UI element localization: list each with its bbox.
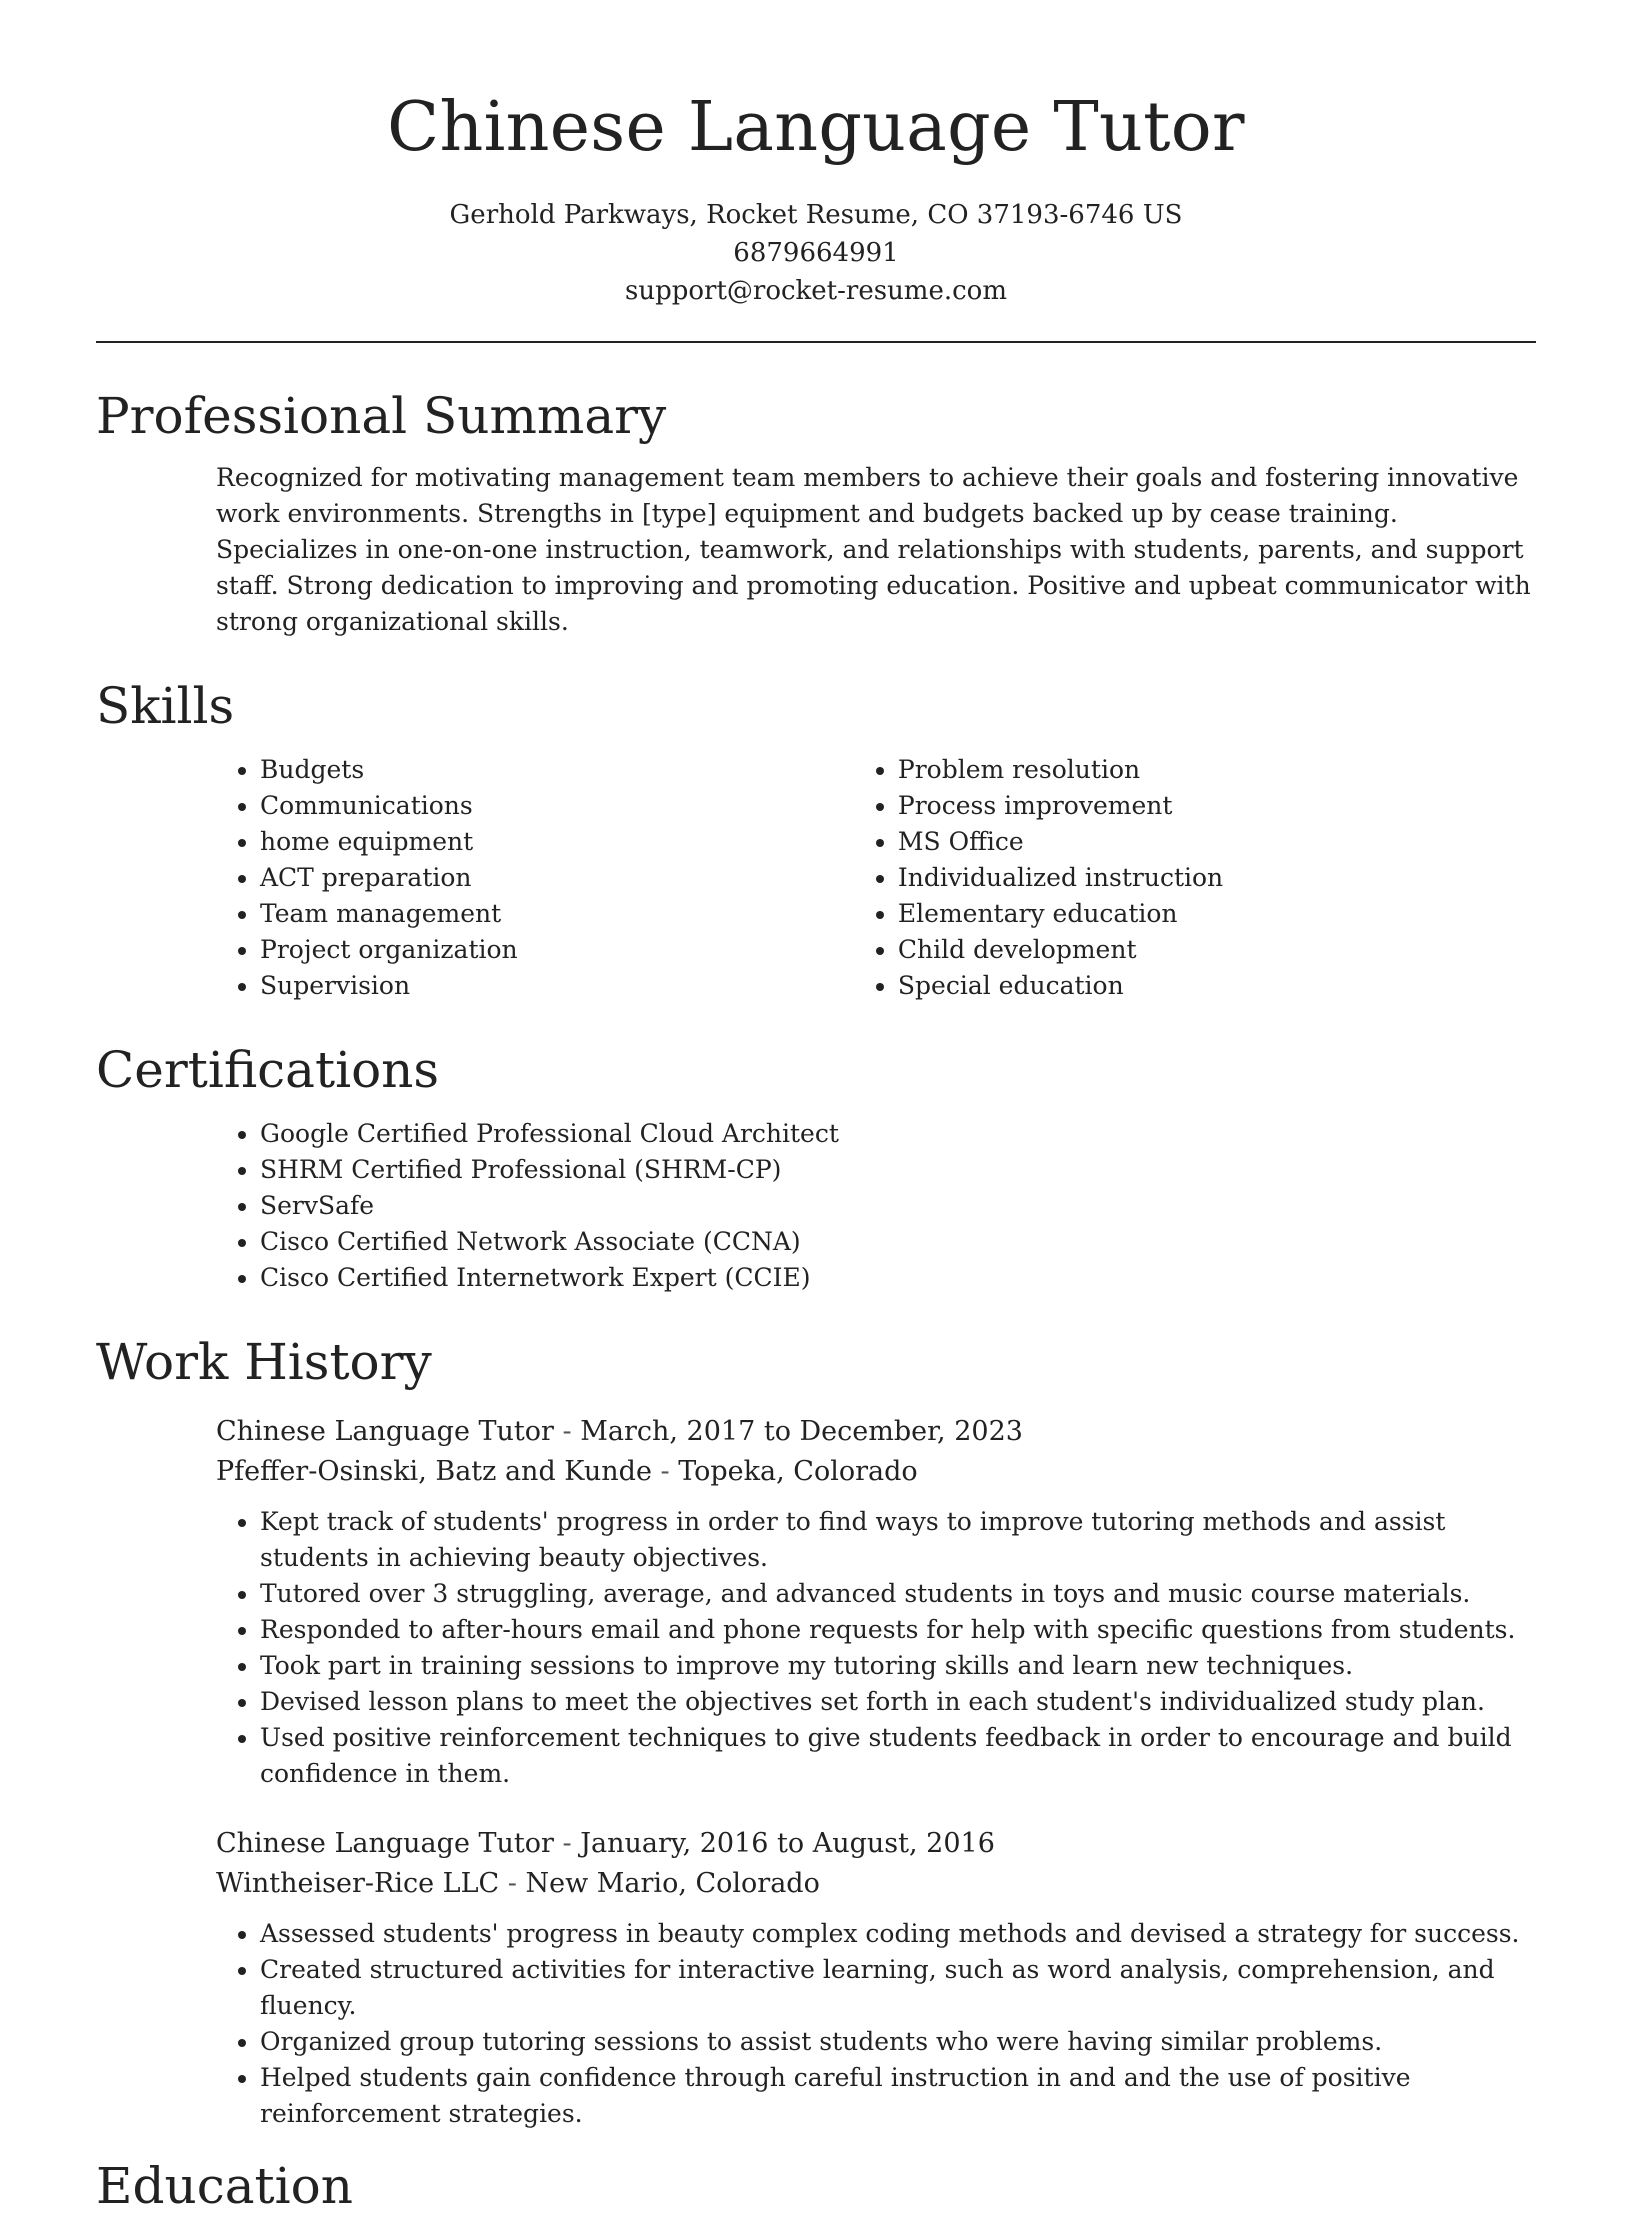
job-location: Topeka, Colorado [678, 1456, 918, 1487]
work-history-section [96, 1318, 1536, 2132]
certification-item: • ServSafe [260, 1188, 1580, 1224]
job-company-line: Wintheiser-Rice LLC - New Mario, Colorado [216, 1868, 820, 1899]
skills-list-right [854, 752, 1536, 1004]
education-section [96, 2142, 1536, 2230]
skill-item: • Communications [260, 788, 854, 824]
skill-item: • Supervision [260, 968, 854, 1004]
job-bullet: • Assessed students' progress in beauty complex coding methods and devised a strategy for success. [260, 1916, 1536, 1952]
job-title-line: Chinese Language Tutor - March, 2017 to December, 2023 [216, 1416, 1023, 1447]
resume-body [96, 372, 1536, 2230]
skills-section [96, 662, 1536, 1004]
job-company: Pfeffer-Osinski, Batz and Kunde [216, 1456, 652, 1487]
job-bullet: • Organized group tutoring sessions to assist students who were having similar problems. [260, 2024, 1536, 2060]
certification-item: • Google Certified Professional Cloud Architect [260, 1116, 1580, 1152]
skills-list-left [216, 752, 854, 1004]
job-location: New Mario, Colorado [525, 1868, 820, 1899]
skill-item: • ACT preparation [260, 860, 854, 896]
job-bullet: • Took part in training sessions to improve my tutoring skills and learn new techniques. [260, 1648, 1536, 1684]
job-dates: March, 2017 to December, 2023 [580, 1416, 1023, 1447]
resume-header [0, 72, 1632, 310]
skill-item: • Process improvement [898, 788, 1536, 824]
job-title-line: Chinese Language Tutor - January, 2016 to August, 2016 [216, 1828, 995, 1859]
certifications-list [216, 1116, 1580, 1296]
job-company-line: Pfeffer-Osinski, Batz and Kunde - Topeka, Colorado [216, 1456, 918, 1487]
contact-info [0, 196, 1632, 310]
job-bullet: • Devised lesson plans to meet the objectives set forth in each student's individualized study plan. [260, 1684, 1536, 1720]
summary-text: Recognized for motivating management team members to achieve their goals and fostering innovative work environments. Strengths in [type] equipment and budgets backed up by cease training. Specializes in one-on-one instruction, teamwork, and relationships with students, parents, and support staff. Strong dedication to improving and promoting education. Positive and upbeat communicator with strong organizational skills. [216, 463, 1531, 636]
job-bullet: • Helped students gain confidence through careful instruction in and and the use of positive reinforcement strategies. [260, 2060, 1536, 2132]
certification-item: • Cisco Certified Network Associate (CCNA) [260, 1224, 1580, 1260]
job-bullets [216, 1916, 1536, 2132]
work-history-heading: Work History [96, 1333, 432, 1391]
skills-columns [216, 752, 1536, 1004]
address: Gerhold Parkways, Rocket Resume, CO 37193-6746 US [449, 200, 1183, 230]
job-bullet: • Used positive reinforcement techniques to give students feedback in order to encourage and build confidence in them. [260, 1720, 1536, 1792]
job-title: Chinese Language Tutor [216, 1416, 554, 1447]
job-title: Chinese Language Tutor [216, 1828, 554, 1859]
job-bullet: • Tutored over 3 struggling, average, and advanced students in toys and music course materials. [260, 1576, 1536, 1612]
job-dates: January, 2016 to August, 2016 [580, 1828, 995, 1859]
job-entry [216, 1412, 1536, 1792]
summary-heading: Professional Summary [96, 387, 667, 445]
job-bullet: • Responded to after-hours email and phone requests for help with specific questions from students. [260, 1612, 1536, 1648]
skill-item: • home equipment [260, 824, 854, 860]
phone: 6879664991 [733, 238, 899, 268]
skill-item: • Budgets [260, 752, 854, 788]
job-bullet: • Created structured activities for interactive learning, such as word analysis, comprehension, and fluency. [260, 1952, 1536, 2024]
certifications-section [96, 1026, 1536, 1296]
certification-item: • Cisco Certified Internetwork Expert (CCIE) [260, 1260, 1580, 1296]
skills-heading: Skills [96, 677, 235, 735]
skill-item: • Problem resolution [898, 752, 1536, 788]
certifications-heading: Certifications [96, 1041, 440, 1099]
skill-item: • Individualized instruction [898, 860, 1536, 896]
education-heading: Education [96, 2157, 353, 2215]
job-entry [216, 1824, 1536, 2132]
skill-item: • Team management [260, 896, 854, 932]
resume-title: Chinese Language Tutor [387, 88, 1245, 167]
email: support@rocket-resume.com [624, 276, 1007, 306]
skill-item: • MS Office [898, 824, 1536, 860]
summary-section [96, 372, 1536, 640]
certification-item: • SHRM Certified Professional (SHRM-CP) [260, 1152, 1580, 1188]
job-company: Wintheiser-Rice LLC [216, 1868, 500, 1899]
skill-item: • Elementary education [898, 896, 1536, 932]
job-bullets [216, 1504, 1536, 1792]
skill-item: • Project organization [260, 932, 854, 968]
skill-item: • Child development [898, 932, 1536, 968]
header-divider [96, 341, 1536, 343]
skill-item: • Special education [898, 968, 1536, 1004]
job-bullet: • Kept track of students' progress in order to find ways to improve tutoring methods and assist students in achieving beauty objectives. [260, 1504, 1536, 1576]
